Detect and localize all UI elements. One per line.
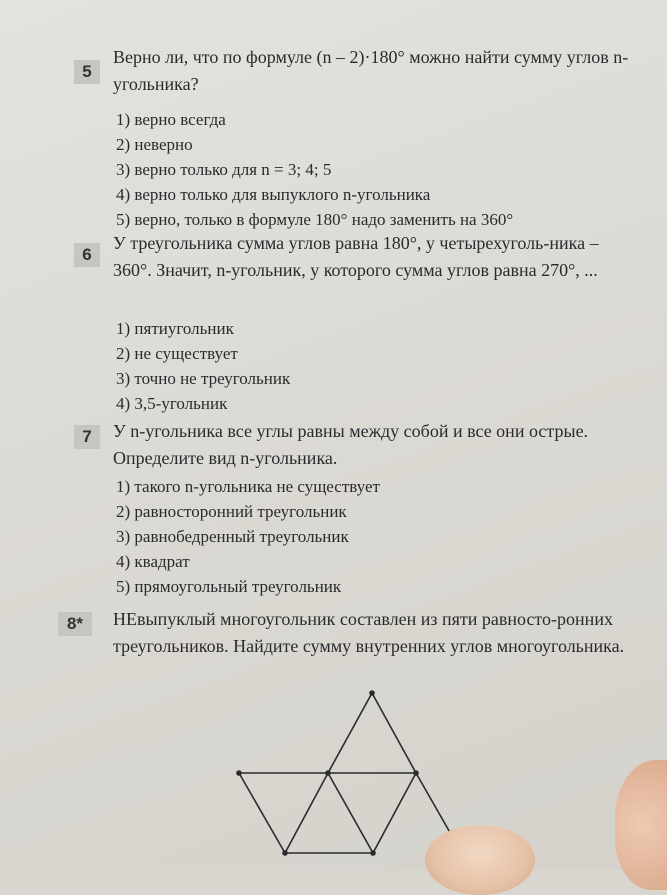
answer-option: 2) равносторонний треугольник <box>116 502 347 521</box>
answer-option: 3) равнобедренный треугольник <box>116 527 349 546</box>
answer-option: 1) пятиугольник <box>116 319 234 338</box>
answer-option: 5) прямоугольный треугольник <box>116 577 342 596</box>
answer-option: 4) квадрат <box>116 552 190 571</box>
answer-option: 5) верно, только в формуле 180° надо заменить на 360° <box>116 210 514 229</box>
answer-option: 3) точно не треугольник <box>116 369 291 388</box>
question-text: НЕвыпуклый многоугольник составлен из пяти равносто-ронних треугольников. Найдите сумму внутренних углов многоугольника. <box>113 609 625 656</box>
answer-option: 4) 3,5-угольник <box>116 394 228 413</box>
question-text: У n-угольника все углы равны между собой и все они острые. Определите вид n-угольника. <box>113 421 589 468</box>
question-number: 6 <box>74 243 100 267</box>
question-text: У треугольника сумма углов равна 180°, у четырехуголь-ника – 360°. Значит, n-угольник, у которого сумма углов равна 270°, ... <box>113 233 599 280</box>
thumb <box>425 825 535 895</box>
answer-option: 3) верно только для n = 3; 4; 5 <box>116 160 332 179</box>
answer-option: 1) такого n-угольника не существует <box>116 477 380 496</box>
answer-option: 4) верно только для выпуклого n-угольника <box>116 185 431 204</box>
question-number: 7 <box>74 425 100 449</box>
answer-options <box>116 107 513 232</box>
answer-option: 2) неверно <box>116 135 193 154</box>
figure-lines <box>239 693 460 853</box>
question-number: 8* <box>58 612 92 636</box>
question-number: 5 <box>74 60 100 84</box>
answer-options <box>116 316 290 416</box>
finger <box>615 760 667 890</box>
question-text: Верно ли, что по формуле (n – 2)·180° можно найти сумму углов n-угольника? <box>113 47 629 94</box>
answer-option: 1) верно всегда <box>116 110 226 129</box>
answer-options <box>116 474 380 599</box>
answer-option: 2) не существует <box>116 344 238 363</box>
